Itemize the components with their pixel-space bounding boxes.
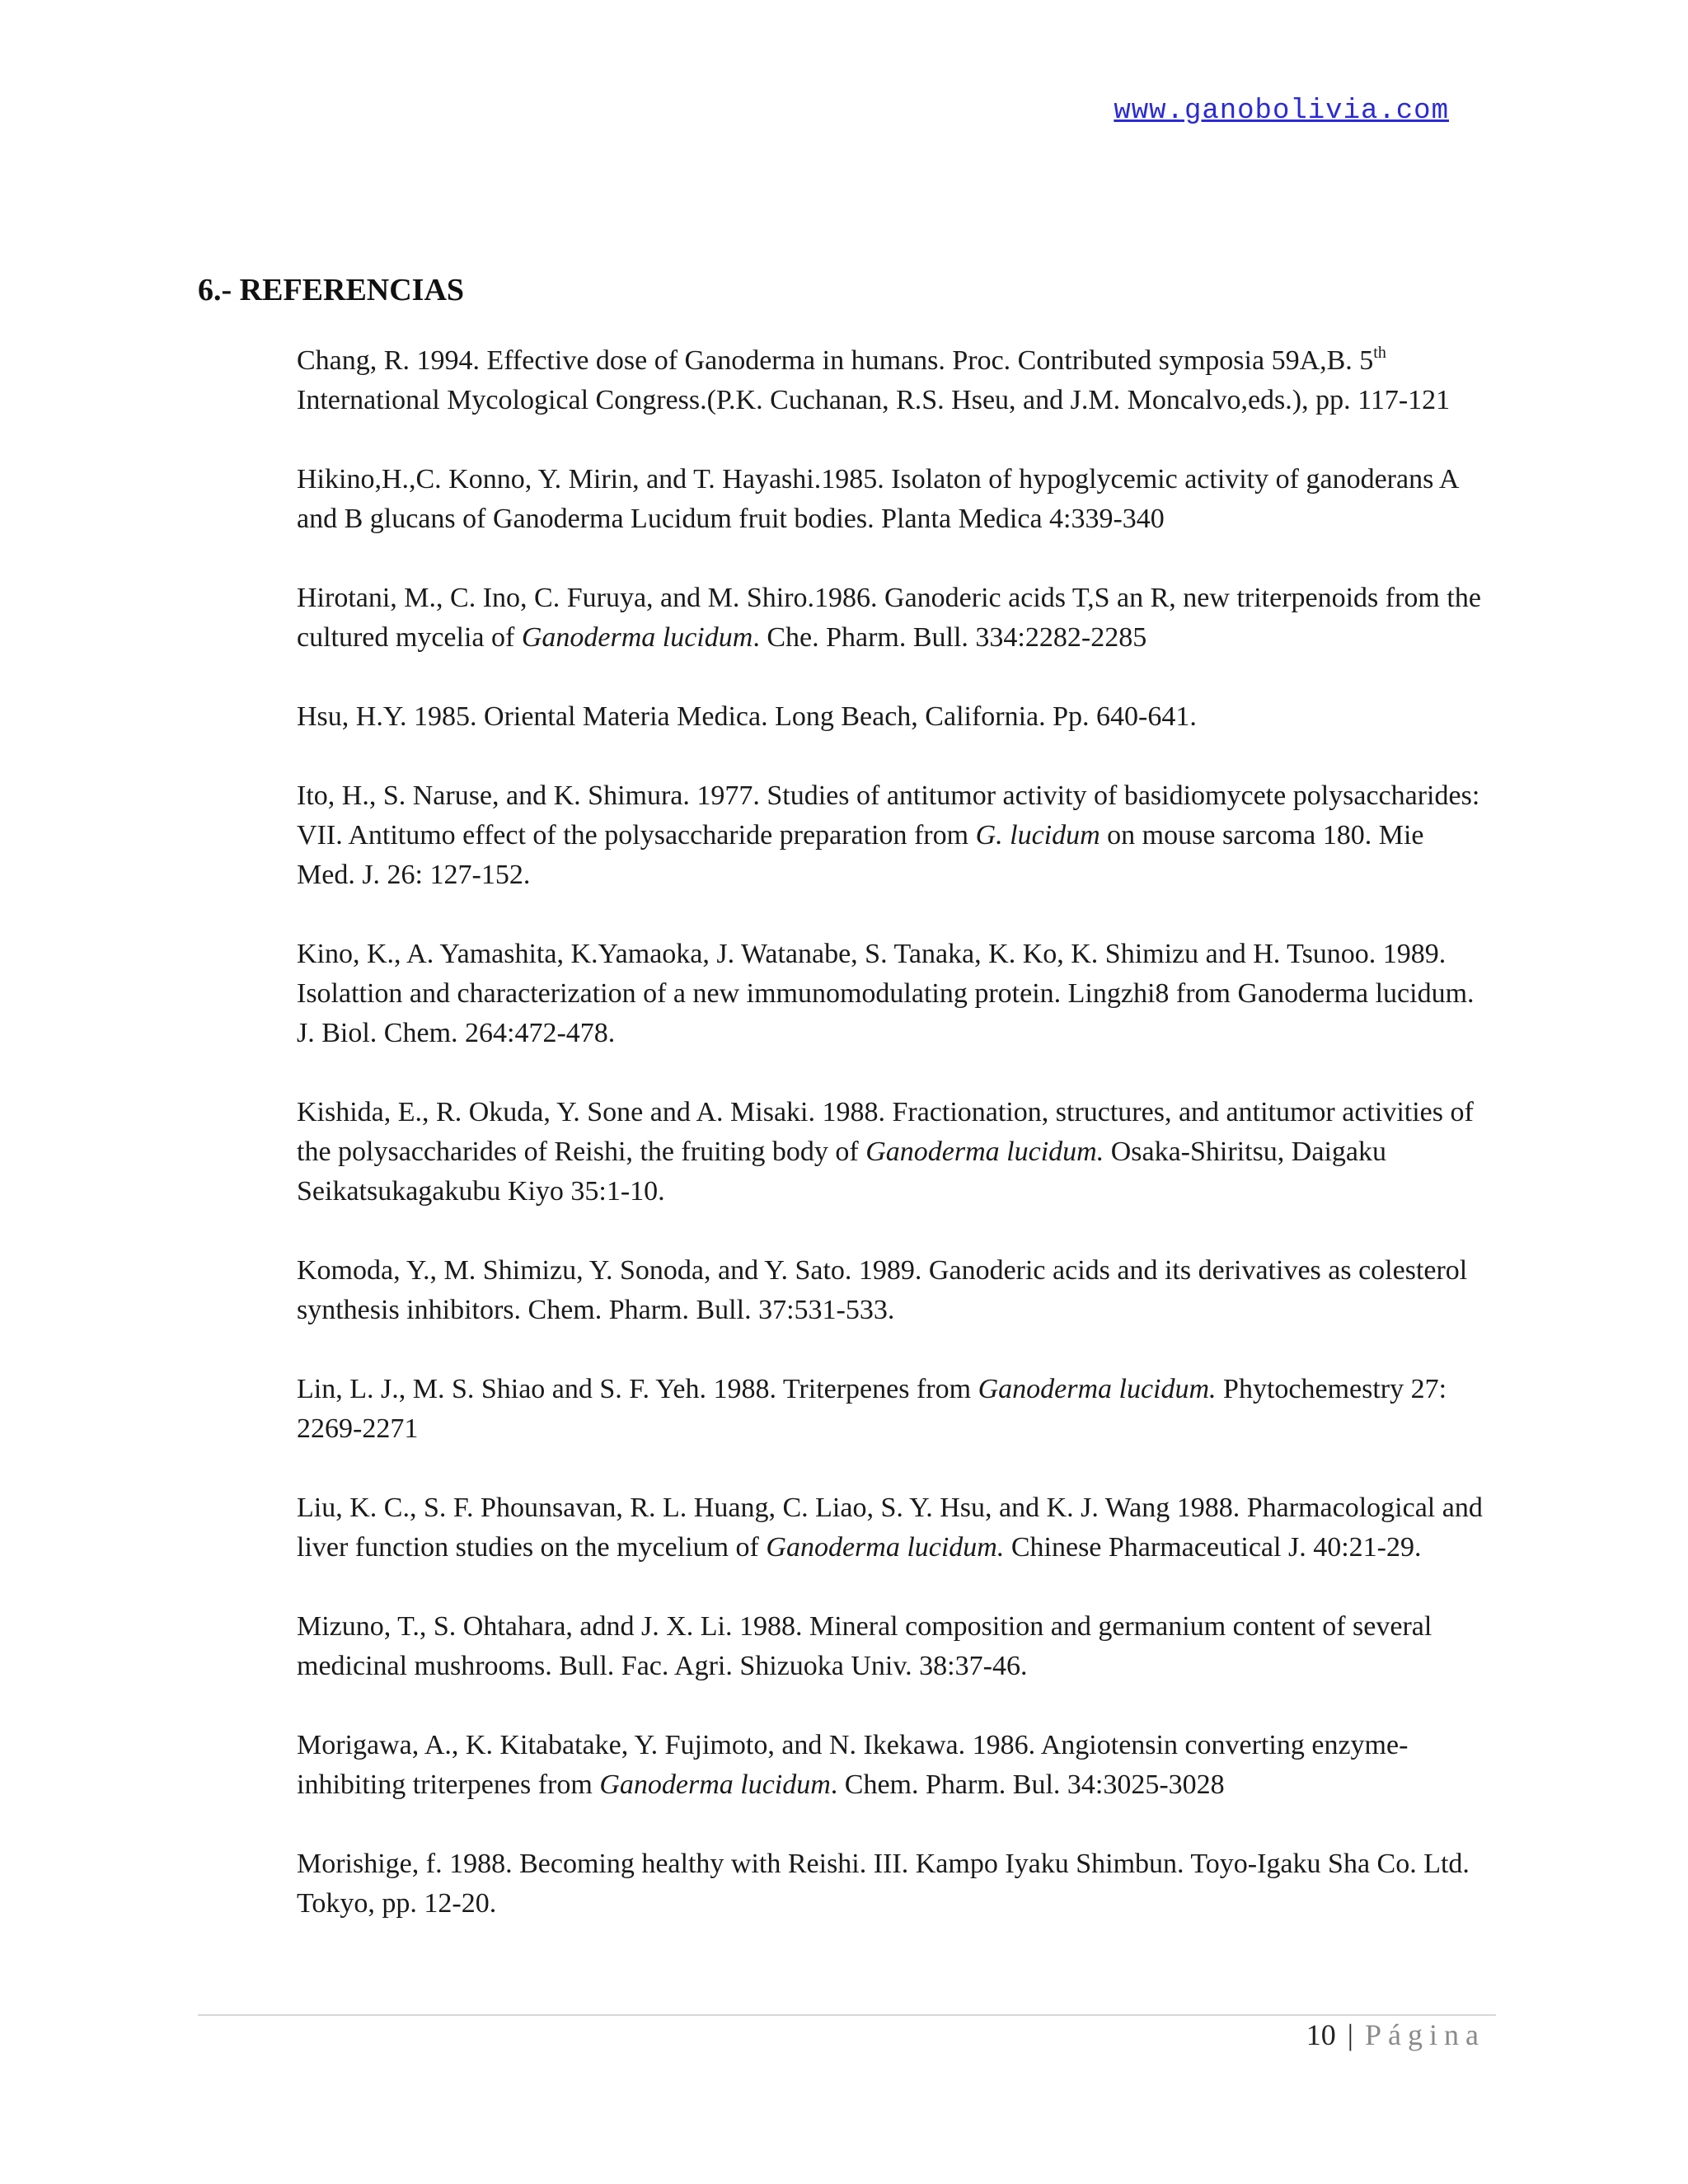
italic-species-name: Ganoderma lucidum. [865,1137,1104,1167]
reference-text: . Chem. Pharm. Bul. 34:3025-3028 [830,1769,1225,1800]
italic-species-name: Ganoderma lucidum [521,622,753,653]
reference-entry [297,1726,1488,1805]
footer-divider [198,2014,1496,2016]
reference-entry [297,935,1488,1053]
reference-text: Phytochemestry 27: 2269-2271 [297,1374,1447,1444]
reference-text: on mouse sarcoma 180. Mie Med. J. 26: 127-152. [297,820,1424,890]
page-footer [1306,2018,1485,2052]
reference-entry [297,697,1488,737]
reference-entry [297,776,1488,895]
reference-text: Chinese Pharmaceutical J. 40:21-29. [1004,1532,1422,1563]
italic-species-name: Ganoderma lucidum. [978,1374,1217,1404]
reference-text: Hikino,H.,C. Konno, Y. Mirin, and T. Hayashi.1985. Isolaton of hypoglycemic activity of ganoderans A and B glucans of Ganoderma Lucidum fruit bodies. Planta Medica 4:339-340 [297,464,1458,534]
reference-text: . Che. Pharm. Bull. 334:2282-2285 [753,622,1147,653]
reference-text: Lin, L. J., M. S. Shiao and S. F. Yeh. 1988. Triterpenes from [297,1374,978,1404]
reference-text: International Mycological Congress.(P.K. Cuchanan, R.S. Hseu, and J.M. Moncalvo,eds.), pp. 117-121 [297,385,1451,415]
superscript-text: th [1373,344,1386,362]
reference-entry [297,579,1488,658]
reference-entry [297,341,1488,420]
reference-text: Osaka-Shiritsu, Daigaku Seikatsukagakubu Kiyo 35:1-10. [297,1137,1386,1207]
italic-species-name: Ganoderma lucidum [599,1769,831,1800]
reference-text: Ito, H., S. Naruse, and K. Shimura. 1977. Studies of antitumor activity of basidiomycete polysaccharides: VII. Antitumo effect of the polysaccharide preparation from [297,780,1480,851]
reference-entry [297,1844,1488,1924]
section-title: 6.- REFERENCIAS [198,273,465,307]
reference-text: Kino, K., A. Yamashita, K.Yamaoka, J. Watanabe, S. Tanaka, K. Ko, K. Shimizu and H. Tsunoo. 1989. Isolattion and characterization of a new immunomodulating protein. Lingzhi8 from Ganoderma lucidum. J. Biol. Chem. 264:472-478. [297,939,1475,1048]
reference-text: Liu, K. C., S. F. Phounsavan, R. L. Huang, C. Liao, S. Y. Hsu, and K. J. Wang 1988. Pharmacological and liver function studies on the mycelium of [297,1493,1483,1563]
reference-text: Morishige, f. 1988. Becoming healthy with Reishi. III. Kampo Iyaku Shimbun. Toyo-Igaku Sha Co. Ltd. Tokyo, pp. 12-20. [297,1849,1470,1919]
page-word: Página [1365,2018,1485,2051]
footer-separator: | [1347,2018,1354,2051]
italic-species-name: G. lucidum [975,820,1100,851]
reference-entry [297,1093,1488,1212]
reference-text: Kishida, E., R. Okuda, Y. Sone and A. Misaki. 1988. Fractionation, structures, and antitumor activities of the polysaccharides of Reishi, the fruiting body of [297,1097,1474,1167]
italic-species-name: Ganoderma lucidum. [766,1532,1005,1563]
reference-entry [297,1607,1488,1686]
reference-text: Mizuno, T., S. Ohtahara, adnd J. X. Li. 1988. Mineral composition and germanium content of several medicinal mushrooms. Bull. Fac. Agri. Shizuoka Univ. 38:37-46. [297,1611,1432,1681]
reference-entry [297,1488,1488,1568]
reference-text: Komoda, Y., M. Shimizu, Y. Sonoda, and Y. Sato. 1989. Ganoderic acids and its derivatives as colesterol synthesis inhibitors. Chem. Pharm. Bull. 37:531-533. [297,1255,1468,1325]
reference-text: Chang, R. 1994. Effective dose of Ganoderma in humans. Proc. Contributed symposia 59A,B. 5 [297,345,1374,376]
website-link[interactable]: www.ganobolivia.com [1114,96,1449,127]
reference-entry [297,460,1488,539]
page-number: 10 [1306,2018,1336,2051]
reference-entry [297,1251,1488,1330]
reference-text: Hsu, H.Y. 1985. Oriental Materia Medica. Long Beach, California. Pp. 640-641. [297,701,1197,732]
reference-text: Morigawa, A., K. Kitabatake, Y. Fujimoto, and N. Ikekawa. 1986. Angiotensin converting enzyme-inhibiting triterpenes from [297,1730,1409,1800]
reference-entry [297,1370,1488,1449]
reference-text: Hirotani, M., C. Ino, C. Furuya, and M. Shiro.1986. Ganoderic acids T,S an R, new triterpenoids from the cultured mycelia of [297,583,1481,653]
reference-list [297,341,1488,1963]
